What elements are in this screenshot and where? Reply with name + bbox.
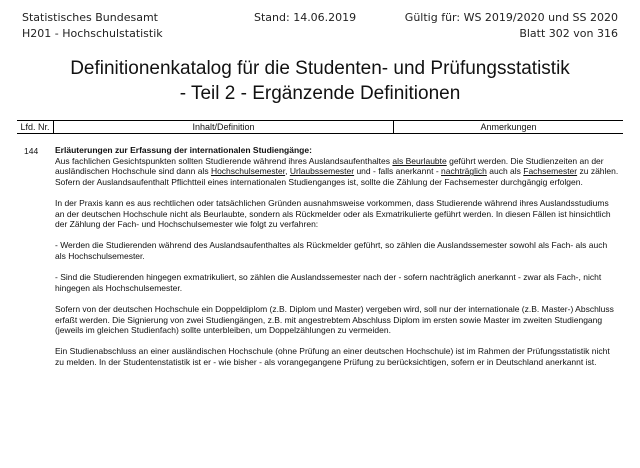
p1-text-b: geführt werden. Die Studienzeiten an der ausländischen Hochschule sind dann als [55,155,604,177]
column-header-lfd: Lfd. Nr. [17,121,54,133]
p1-text-d: und - falls anerkannt - [354,166,442,177]
p1-text-a: Aus fachlichen Gesichtspunkten sollten Studierende während ihres Auslandsaufenthaltes [55,155,393,166]
p1-text-c: , [285,166,290,177]
paragraph-4: - Sind die Studierenden hingegen exmatrikuliert, so zählen die Auslandssemester nach der - sofern nachträglich anerkannt - zwar als Fach-, nicht hingegen als Hochschulsemester. [55,272,602,293]
header-right [405,10,618,42]
entry-heading: Erläuterungen zur Erfassung der internationalen Studiengänge: [55,145,312,155]
header-org: Statistisches Bundesamt [22,11,158,24]
title-line-2: - Teil 2 - Ergänzende Definitionen [179,83,461,104]
paragraph-1 [55,156,620,188]
page-title [0,56,640,106]
header-stand: Stand: 14.06.2019 [254,11,357,24]
header-blatt: Blatt 302 von 316 [519,27,618,40]
column-header-row [17,120,623,134]
header-dept: H201 - Hochschulstatistik [22,27,163,40]
column-header-inhalt: Inhalt/Definition [54,121,394,133]
term-beurlaubte: als Beurlaubte [392,155,447,166]
term-fachsemester: Fachsemester [523,166,578,177]
entry-number: 144 [24,146,39,156]
paragraph-6: Ein Studienabschluss an einer ausländischen Hochschule (ohne Prüfung an einer deutschen Hochschule) ist im Rahmen der Prüfungsstatistik nicht zu melden. In der Studentenstatistik ist er - wie bisher - als vorangegangene Prüfung zu berücksichtigen, sofern er in Deutschland anerkannt ist. [55,346,610,367]
p1-text-f: zu zählen. Sofern der Auslandsaufenthalt Pflichtteil eines internationalen Studienganges ist, sollte die Zählung der Fachsemester durchgängig erfolgen. [55,166,619,187]
term-nachtraeglich: nachträglich [441,166,487,177]
p1-text-e: auch als [486,166,524,177]
column-header-anmerkungen: Anmerkungen [480,122,537,132]
header-gueltig: Gültig für: WS 2019/2020 und SS 2020 [404,11,618,24]
title-line-1: Definitionenkatalog für die Studenten- und Prüfungsstatistik [70,58,570,79]
paragraph-5: Sofern von der deutschen Hochschule ein Doppeldiplom (z.B. Diplom und Master) vergeben wird, soll nur der internationale (z.B. Master-) Abschluss erfaßt werden. Die Signierung von zwei Studiengängen, z.B. mit angestrebtem Abschluss Diplom im ersten sowie Master im zweiten Studiengang (jeweils im gleichen Studienfach) sollte unterbleiben, um Doppelzählungen zu vermeiden. [55,303,614,336]
entry-content [55,145,620,378]
header-left [22,10,163,42]
term-hochschulsemester: Hochschulsemester [210,166,286,177]
paragraph-3: - Werden die Studierenden während des Auslandsaufenthaltes als Rückmelder geführt, so zählen die Auslandssemester sowohl als Fach- als auch als Hochschulsemester. [55,240,608,261]
paragraph-2: In der Praxis kann es aus rechtlichen oder tatsächlichen Gründen ausnahmsweise vorkommen, dass Studierende während ihres Auslandsstudiums an der deutschen Hochschule nicht als Beurlaubte, sondern als Rückmelder oder als Exmatrikulierte geführt werden. In diesen Fällen ist hinsichtlich der Zählung der Fach- und Hochschulsemester wie folgt zu verfahren: [55,197,611,230]
page-header [22,10,618,46]
term-urlaubssemester: Urlaubssemester [289,166,355,177]
